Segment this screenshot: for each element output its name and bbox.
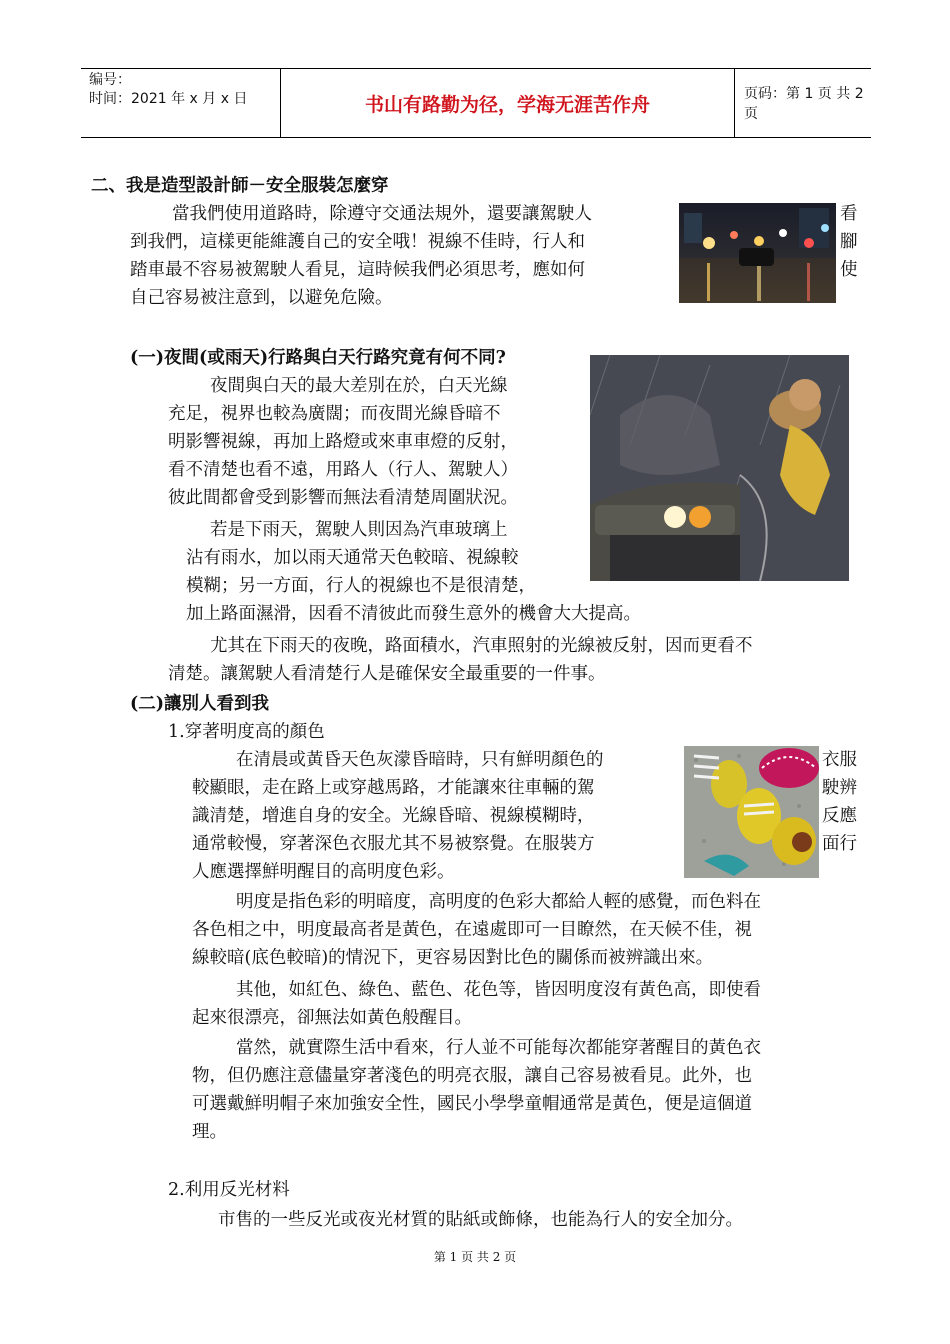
intro-line: 踏車最不容易被駕駛人看見，這時候我們必須思考，應如何 <box>130 260 585 280</box>
item-title: 1.穿著明度高的顏色 <box>168 722 325 742</box>
body-line: 市售的一些反光或夜光材質的貼紙或飾條，也能為行人的安全加分。 <box>218 1210 743 1230</box>
body-line: 線較暗(底色較暗)的情況下，更容易因對比色的關係而被辨識出來。 <box>192 948 714 968</box>
body-line: 在清晨或黃昏天色灰濛昏暗時，只有鮮明顏色的 <box>236 750 604 770</box>
rainy-night-car-illustration <box>590 355 849 581</box>
body-line: 充足，視界也較為廣闊；而夜間光線昏暗不 <box>168 404 501 424</box>
motto: 书山有路勤为径，学海无涯苦作舟 <box>281 69 735 137</box>
intro-line: 當我們使用道路時，除遵守交通法規外，還要讓駕駛人 <box>172 204 592 224</box>
header-table <box>81 68 871 138</box>
body-line: 明影響視線，再加上路燈或來車車燈的反射， <box>168 432 518 452</box>
page-info: 页码：第 1 页 共 2 页 <box>744 86 864 122</box>
intro-right-char: 腳 <box>840 232 858 252</box>
body-line: 彼此間都會受到影響而無法看清楚周圍狀況。 <box>168 488 518 508</box>
body-line: 通常較慢，穿著深色衣服尤其不易被察覺。在服裝方 <box>192 834 595 854</box>
serial-label: 编号： <box>89 72 131 88</box>
item1-right-text: 衣服 <box>822 750 857 770</box>
section-title: 二、我是造型設計師－安全服裝怎麼穿 <box>91 176 389 196</box>
body-line: 看不清楚也看不遠，用路人（行人、駕駛人） <box>168 460 518 480</box>
body-line: 當然，就實際生活中看來，行人並不可能每次都能穿著醒目的黃色衣 <box>236 1038 761 1058</box>
page-footer: 第 1 页 共 2 页 <box>433 1250 517 1264</box>
body-line: 明度是指色彩的明暗度，高明度的色彩大都給人輕的感覺，而色料在 <box>236 892 761 912</box>
intro-line: 到我們，這樣更能維護自己的安全哦！視線不佳時，行人和 <box>130 232 585 252</box>
body-line: 尤其在下雨天的夜晚，路面積水，汽車照射的光線被反射，因而更看不 <box>210 636 753 656</box>
body-line: 其他，如紅色、綠色、藍色、花色等，皆因明度沒有黃色高，即使看 <box>236 980 761 1000</box>
body-line: 若是下雨天，駕駛人則因為汽車玻璃上 <box>210 520 508 540</box>
body-line: 夜間與白天的最大差別在於，白天光線 <box>210 376 508 396</box>
body-line: 各色相之中，明度最高者是黃色，在遠處即可一目瞭然，在天候不佳，視 <box>192 920 752 940</box>
body-line: 理。 <box>192 1122 227 1142</box>
body-line: 加上路面濕滑，因看不清彼此而發生意外的機會大大提高。 <box>186 604 641 624</box>
item1-right-text: 駛辨 <box>822 778 857 798</box>
header-left-cell <box>81 69 281 137</box>
body-line: 人應選擇鮮明醒目的高明度色彩。 <box>192 862 455 882</box>
date-label: 时间：2021 年 x 月 x 日 <box>89 91 248 107</box>
subsection-title: (二)讓別人看到我 <box>130 694 270 714</box>
night-street-photo <box>679 203 836 303</box>
body-line: 清楚。讓駕駛人看清楚行人是確保安全最重要的一件事。 <box>168 664 606 684</box>
body-line: 可選戴鮮明帽子來加強安全性，國民小學學童帽通常是黃色，便是這個道 <box>192 1094 752 1114</box>
subsection-title: (一)夜間(或雨天)行路與白天行路究竟有何不同? <box>130 348 506 368</box>
item1-right-text: 面行 <box>822 834 857 854</box>
body-line: 沾有雨水，加以雨天通常天色較暗、視線較 <box>186 548 519 568</box>
body-line: 物，但仍應注意儘量穿著淺色的明亮衣服，讓自己容易被看見。此外，也 <box>192 1066 752 1086</box>
body-line: 較顯眼，走在路上或穿越馬路，才能讓來往車輛的駕 <box>192 778 595 798</box>
yellow-raincoat-illustration <box>684 746 819 878</box>
intro-right-char: 使 <box>840 260 858 280</box>
body-line: 模糊；另一方面，行人的視線也不是很清楚， <box>186 576 536 596</box>
body-line: 識清楚，增進自身的安全。光線昏暗、視線模糊時， <box>192 806 595 826</box>
item1-right-text: 反應 <box>822 806 857 826</box>
body-line: 起來很漂亮，卻無法如黃色般醒目。 <box>192 1008 472 1028</box>
intro-line: 自己容易被注意到，以避免危險。 <box>130 288 393 308</box>
intro-right-char: 看 <box>840 204 858 224</box>
item-title: 2.利用反光材料 <box>168 1180 290 1200</box>
